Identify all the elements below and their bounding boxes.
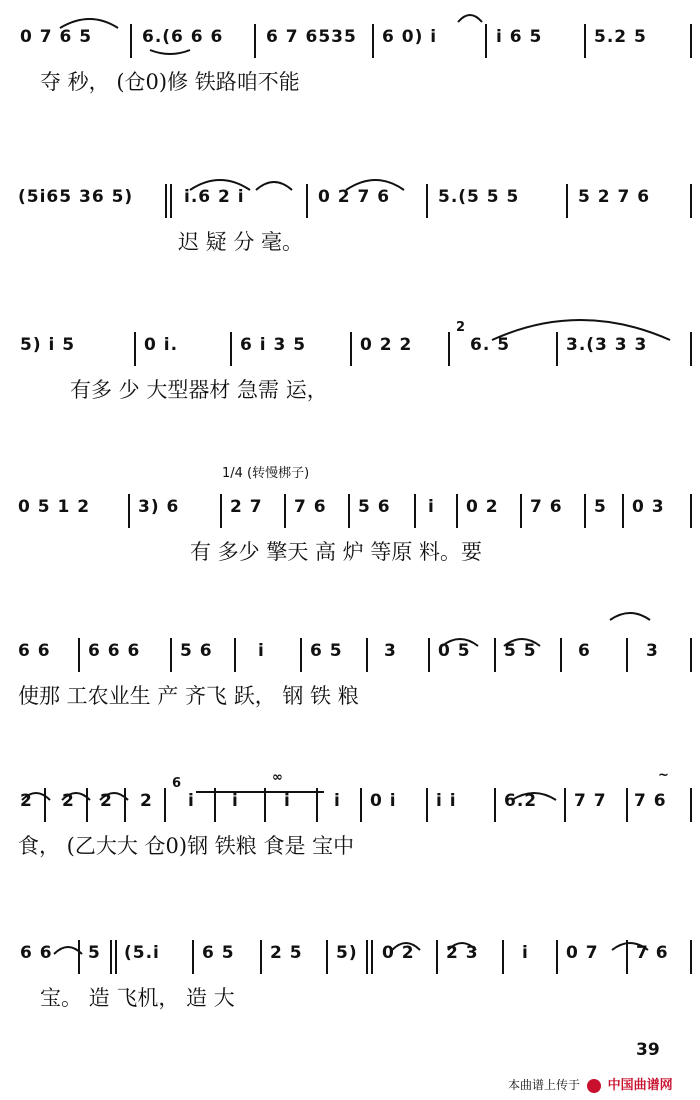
grace-note: 6 [172,776,182,791]
barline [78,940,80,974]
barline [584,494,586,528]
barline [560,638,562,672]
notation-line [0,492,700,534]
barline [128,494,130,528]
measure: 6 6 [18,641,51,661]
grace-note: 2 [456,320,466,335]
trill-mark: ~ [658,768,669,783]
score-system-7 [0,938,700,1018]
measure: 0 2 7 6 [318,187,391,207]
barline [170,184,172,218]
measure: 6. 5 [470,335,511,355]
measure: 5 6 [358,497,391,517]
barline [86,788,88,822]
barline [371,940,373,974]
barline [192,940,194,974]
measure: i [428,497,435,517]
notation-line [0,938,700,980]
measure: 0 2 2 [360,335,413,355]
barline [690,332,692,366]
barline [556,332,558,366]
measure: 6.(6 6 6 [142,27,224,47]
barline [690,638,692,672]
measure: 6.2 [504,791,538,811]
barline [130,24,132,58]
measure: 5.2 5 [594,27,647,47]
measure: 6 6 [20,943,53,963]
barline [264,788,266,822]
barline [494,638,496,672]
measure: 6 [578,641,591,661]
notation-line [0,22,700,64]
lyrics-line: 有多 少 大型器材 急需 运， [70,378,328,402]
measure: 3 [384,641,397,661]
barline [78,638,80,672]
barline [284,494,286,528]
barline [134,332,136,366]
measure: 2 [100,791,113,811]
barline [690,494,692,528]
barline [448,332,450,366]
lyrics-line: 宝。 造 飞机， 造 大 [40,986,235,1010]
barline [426,788,428,822]
site-footer [508,1074,673,1093]
measure: 5 [88,943,101,963]
measure: 5 5 [504,641,537,661]
measure: (5.i [124,943,160,963]
barline [428,638,430,672]
barline [502,940,504,974]
barline [690,184,692,218]
barline [626,638,628,672]
measure: 2 [140,791,153,811]
measure: i [188,791,195,811]
notation-line [0,768,700,828]
measure: 2 5 [270,943,303,963]
score-system-3 [0,320,700,410]
score-system-4 [0,466,700,572]
measure: 3) 6 [138,497,180,517]
barline [234,638,236,672]
measure: 7 7 [574,791,607,811]
measure: 6 5 [310,641,343,661]
measure: i [232,791,239,811]
barline [426,184,428,218]
notation-line [0,182,700,224]
measure: 5) [336,943,358,963]
slur [610,613,650,620]
barline [124,788,126,822]
barline [690,940,692,974]
barline [214,788,216,822]
footer-text: 本曲谱上传于 [508,1078,581,1092]
measure: 7 6 [530,497,563,517]
measure: 2 3 [446,943,479,963]
score-system-2 [0,182,700,262]
barline [260,940,262,974]
notation-line [0,636,700,678]
measure: 5) i 5 [20,335,76,355]
measure: 6 i 3 5 [240,335,307,355]
measure: 0 i [370,791,397,811]
score-system-6 [0,768,700,866]
measure: 0 5 1 2 [18,497,91,517]
measure: 3 [646,641,659,661]
measure: i.6 2 i [184,187,245,207]
barline [164,788,166,822]
lyrics-line: 使那 工农业生 产 齐飞 跃， 钢 铁 粮 [18,684,359,708]
barline [622,494,624,528]
barline [110,940,112,974]
barline [485,24,487,58]
measure: i i [436,791,457,811]
lyrics-line: 食， (乙大大 仓0)钢 铁粮 食是 宝中 [18,834,355,858]
measure: i [258,641,265,661]
barline [520,494,522,528]
barline [414,494,416,528]
measure: 6 6 6 [88,641,141,661]
lyrics-line: 夺 秒， (仓0)修 铁路咱不能 [40,70,300,94]
measure: 0 7 6 5 [20,27,93,47]
measure: 6 5 [202,943,235,963]
site-name[interactable]: 中国曲谱网 [607,1078,673,1093]
measure: 0 i. [144,335,179,355]
barline [564,788,566,822]
measure: 0 2 [382,943,415,963]
tremolo-mark: ∞ [272,770,283,785]
measure: 7 6 [634,791,667,811]
barline [566,184,568,218]
measure: 7 6 [294,497,327,517]
barline [456,494,458,528]
measure: i [284,791,291,811]
measure: i [334,791,341,811]
measure: 7 6 [636,943,669,963]
barline [584,24,586,58]
slur [458,15,482,22]
score-system-5 [0,636,700,716]
barline [326,940,328,974]
score-system-1 [0,22,700,102]
barline [350,332,352,366]
barline [494,788,496,822]
notation-line [0,320,700,372]
barline [690,24,692,58]
lyrics-line: 迟 疑 分 毫。 [178,230,304,254]
barline [220,494,222,528]
measure: 5 6 [180,641,213,661]
measure: 2 7 [230,497,263,517]
barline [556,940,558,974]
barline [690,788,692,822]
measure: 0 2 [466,497,499,517]
barline [316,788,318,822]
measure: 5 [594,497,607,517]
barline [366,638,368,672]
measure: 2 [20,791,33,811]
site-logo-icon [587,1079,601,1093]
measure: 5 2 7 6 [578,187,651,207]
tempo-annotation: 1/4 (转慢梆子) [222,466,310,481]
barline [306,184,308,218]
barline [254,24,256,58]
barline [348,494,350,528]
barline [372,24,374,58]
measure: 0 3 [632,497,665,517]
measure: 6 0) i [382,27,438,47]
measure: (5i65 36 5) [18,187,134,207]
measure: 0 7 [566,943,599,963]
barline [165,184,167,218]
barline [626,940,628,974]
measure: 6 7 6535 [266,27,357,47]
lyrics-line: 有 多少 擎天 高 炉 等原 料。要 [190,540,483,564]
measure: 5.(5 5 5 [438,187,520,207]
measure: i 6 5 [496,27,543,47]
page-number: 39 [636,1040,660,1060]
barline [626,788,628,822]
barline [170,638,172,672]
measure: 3.(3 3 3 [566,335,648,355]
measure: 2 [62,791,75,811]
barline [360,788,362,822]
barline [436,940,438,974]
barline [230,332,232,366]
measure: 0 5 [438,641,471,661]
barline [366,940,368,974]
barline [300,638,302,672]
barline [115,940,117,974]
measure: i [522,943,529,963]
barline [44,788,46,822]
